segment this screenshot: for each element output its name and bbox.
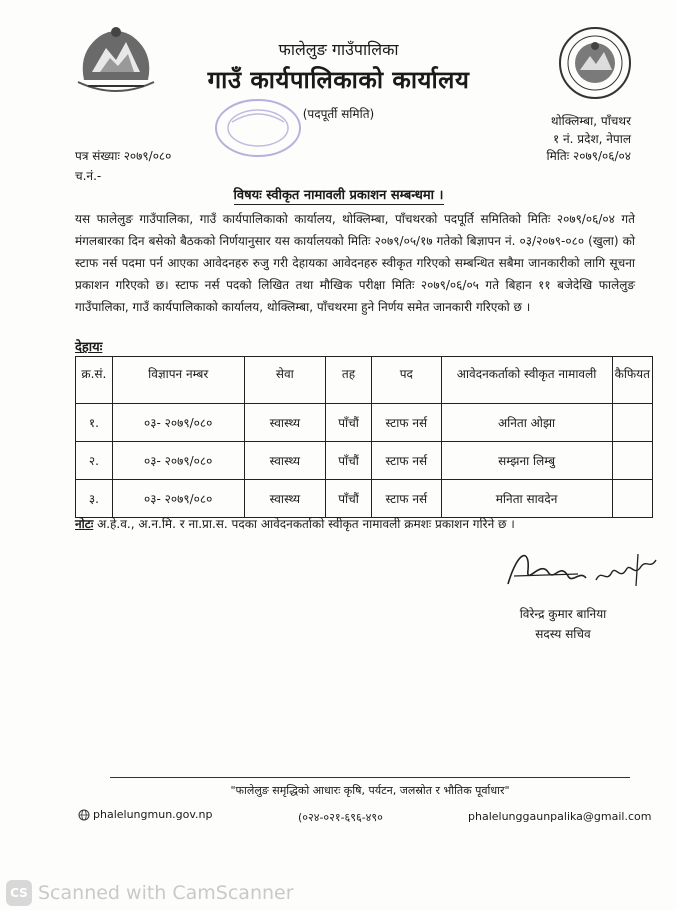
footer-email: phalelunggaunpalika@gmail.com [468,810,652,823]
col-remarks: कैफियत [612,357,652,404]
cell-serial: २. [76,442,113,480]
note-text: अ.हे.व., अ.न.मि. र ना.प्रा.स. पदका आवेदनकर्ताको स्वीकृत नामावली क्रमशः प्रकाशन गरिने छ । [97,517,515,531]
scanner-watermark-text: Scanned with CamScanner [38,881,294,904]
table-row [76,404,653,442]
address-line1: थोक्लिम्बा, पाँचथर [550,114,631,128]
address-line2: १ नं. प्रदेश, नेपाल [552,132,631,146]
cell-post: स्टाफ नर्स [372,404,441,442]
cell-serial: १. [76,404,113,442]
cell-advert-no: ०३- २०७९/०८० [112,442,244,480]
signatory-block [508,604,618,644]
municipality-name: फालेलुङ गाउँपालिका [278,40,399,59]
cell-remarks [612,404,652,442]
office-stamp-icon [212,96,304,160]
cell-advert-no: ०३- २०७९/०८० [112,404,244,442]
cell-advert-no: ०३- २०७९/०८० [112,480,244,518]
table-header-row [76,357,653,404]
note-label: नोटः [75,517,94,531]
subject-text: विषयः स्वीकृत नामावली प्रकाशन सम्बन्धमा । [233,188,444,203]
cell-applicant: अनिता ओझा [441,404,612,442]
footer-divider [110,777,630,778]
subject-line [0,185,677,203]
cell-level: पाँचौं [325,480,371,518]
signatory-title: सदस्य सचिव [535,627,591,641]
col-post: पद [372,357,441,404]
signatory-name: विरेन्द्र कुमार बानिया [519,607,607,621]
cell-remarks [612,442,652,480]
approved-list-table [75,356,653,518]
col-applicant: आवेदनकर्ताको स्वीकृत नामावली [441,357,612,404]
dispatch-number: च.नं.- [75,169,102,183]
handwritten-signature-icon [500,540,670,598]
footer-phone: (०२४-०२१-६९६-४९० [298,811,383,824]
table-row [76,480,653,518]
cell-level: पाँचौं [325,442,371,480]
cell-post: स्टाफ नर्स [372,442,441,480]
letter-date: मितिः २०७९/०६/०४ [546,149,631,163]
cell-serial: ३. [76,480,113,518]
website-text: phalelungmun.gov.np [93,808,213,821]
scanner-watermark [0,875,677,910]
cell-service: स्वास्थ्य [244,404,325,442]
footer-website [78,808,212,821]
cell-post: स्टाफ नर्स [372,480,441,518]
cell-applicant: सम्झना लिम्बु [441,442,612,480]
table-row [76,442,653,480]
body-paragraph: यस फालेलुङ गाउँपालिका, गाउँ कार्यपालिकाको कार्यालय, थोक्लिम्बा, पाँचथरको पदपूर्ति समितिको मितिः २०७९/०६/०४ गते मंगलबारका दिन बसेको बैठकको निर्णयानुसार यस कार्यालयको मितिः २०७९/०५/१७ गतेको बिज्ञापन नं. ०३/२०७९-०८० (खुला) को स्टाफ नर्स पदमा पर्न आएका आवेदनहरु रुजु गरी देहायका आवेदनहरु स्वीकृत गरिएको सम्बन्धित सबैमा जानकारीको लागि सूचना प्रकाशन गरिएको छ। स्टाफ नर्स पदको लिखित तथा मौखिक परीक्षा मितिः २०७९/०६/०५ गते बिहान ११ बजेदेखि फालेलुङ गाउँपालिका, गाउँ कार्यपालिकाको कार्यालय, थोक्लिम्बा, पाँचथरमा हुने निर्णय समेत जानकारी गरिएको छ । [75,212,635,314]
col-service: सेवा [244,357,325,404]
cell-level: पाँचौं [325,404,371,442]
cell-service: स्वास्थ्य [244,480,325,518]
note-line [75,515,515,532]
col-serial: क्र.सं. [76,357,113,404]
office-title: गाउँ कार्यपालिकाको कार्यालय [207,66,470,94]
letter-number: पत्र संख्याः २०७९/०८० [75,149,172,163]
globe-icon [78,809,90,821]
cell-remarks [612,480,652,518]
camscanner-logo-icon: CS [6,880,32,906]
cell-service: स्वास्थ्य [244,442,325,480]
footer-motto: "फालेलुङ समृद्धिको आधारः कृषि, पर्यटन, जलस्रोत र भौतिक पूर्वाधार" [230,784,510,797]
col-level: तह [325,357,371,404]
committee-label: (पदपूर्ती समिति) [302,107,375,121]
col-advert-no: विज्ञापन नम्बर [112,357,244,404]
cell-applicant: मनिता सावदेन [441,480,612,518]
dehaya-label: देहायः [75,340,103,355]
